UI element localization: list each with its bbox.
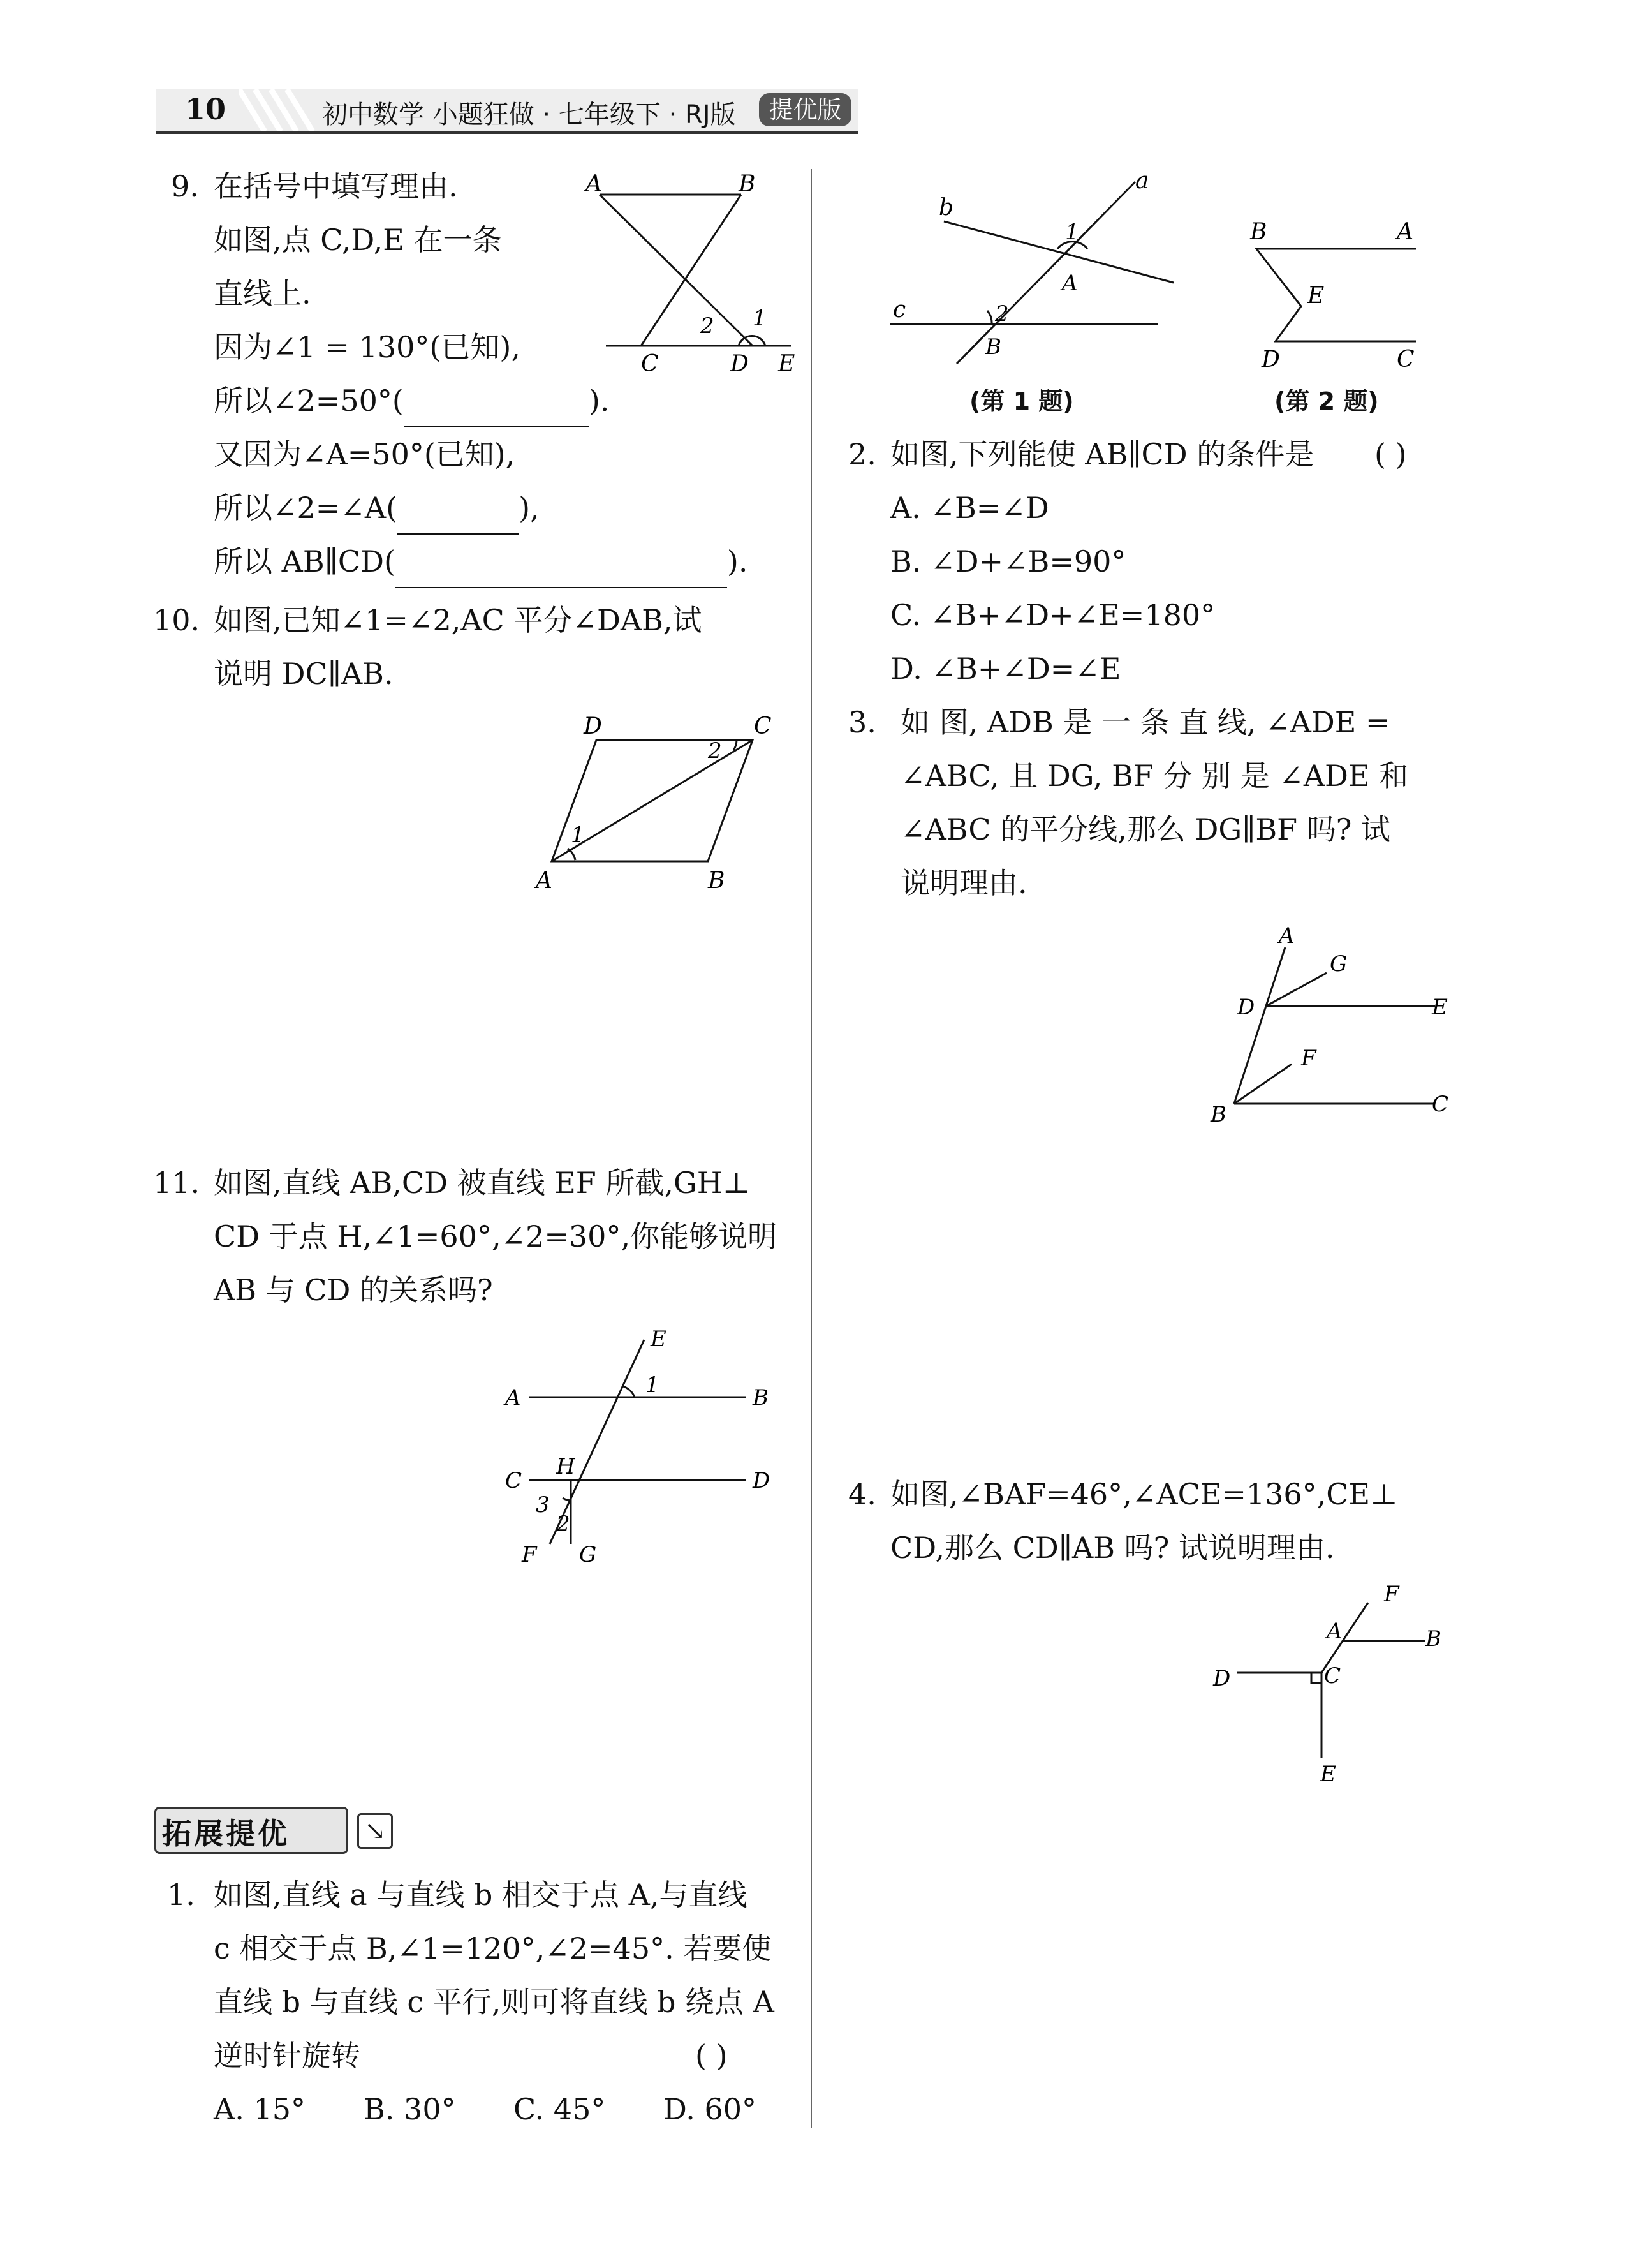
- q9-line-8: 所以 AB∥CD( ).: [214, 535, 748, 588]
- svg-text:C: C: [505, 1468, 522, 1493]
- svg-text:C: C: [641, 351, 659, 376]
- svg-text:B: B: [708, 868, 725, 894]
- svg-text:A: A: [1397, 219, 1413, 245]
- svg-text:B: B: [739, 171, 756, 197]
- svg-text:F: F: [522, 1542, 537, 1568]
- e1-option-d[interactable]: D. 60°: [663, 2092, 757, 2126]
- header-stripes: [239, 89, 322, 131]
- svg-text:2: 2: [995, 301, 1009, 327]
- svg-text:E: E: [1432, 995, 1448, 1020]
- arrow-icon: ↘: [357, 1813, 393, 1849]
- e4-figure: [1199, 1576, 1467, 1793]
- column-divider: [811, 169, 812, 2128]
- svg-text:3: 3: [536, 1492, 550, 1518]
- svg-text:C: C: [1432, 1092, 1449, 1117]
- q9-blank-3[interactable]: [395, 555, 727, 588]
- svg-text:A: A: [1062, 271, 1078, 296]
- q11-number: 11.: [153, 1166, 200, 1200]
- svg-text:D: D: [753, 1468, 770, 1493]
- e1-line-3: 直线 b 与直线 c 平行,则可将直线 b 绕点 A: [214, 1985, 774, 2019]
- e1-line-2: c 相交于点 B,∠1=120°,∠2=45°. 若要使: [214, 1931, 772, 1966]
- svg-text:A: A: [1279, 923, 1295, 949]
- svg-text:b: b: [939, 195, 954, 221]
- section-label: 拓展提优: [162, 1816, 290, 1851]
- q10-line-1: 如图,已知∠1=∠2,AC 平分∠DAB,试: [214, 603, 702, 637]
- q9-number: 9.: [171, 169, 199, 204]
- svg-text:D: D: [730, 351, 749, 376]
- e2-option-c[interactable]: C. ∠B+∠D+∠E=180°: [890, 598, 1216, 632]
- fig1-figure: [880, 163, 1186, 380]
- e4-line-1: 如图,∠BAF=46°,∠ACE=136°,CE⊥: [890, 1477, 1398, 1511]
- fig2-figure: [1231, 211, 1461, 383]
- q9-line-4: 因为∠1 = 130°(已知),: [214, 330, 520, 364]
- e1-option-b[interactable]: B. 30°: [364, 2092, 456, 2126]
- e3-line-3: ∠ABC 的平分线,那么 DG∥BF 吗? 试: [901, 812, 1390, 847]
- svg-text:F: F: [1384, 1582, 1399, 1607]
- svg-text:A: A: [1327, 1619, 1343, 1644]
- q9-line-7: 所以∠2=∠A( ),: [214, 481, 540, 535]
- e3-line-1: 如 图, ADB 是 一 条 直 线, ∠ADE =: [901, 705, 1390, 739]
- edition-badge: 提优版: [759, 93, 851, 126]
- q9-line-2: 如图,点 C,D,E 在一条: [214, 223, 502, 257]
- svg-text:B: B: [985, 334, 1001, 360]
- page-number: 10: [185, 92, 226, 126]
- q11-line-1: 如图,直线 AB,CD 被直线 EF 所截,GH⊥: [214, 1166, 751, 1200]
- svg-text:C: C: [754, 713, 772, 739]
- q10-line-2: 说明 DC∥AB.: [214, 656, 394, 691]
- q9-figure: [574, 166, 804, 376]
- svg-text:D: D: [584, 713, 602, 739]
- e3-figure: [1199, 919, 1467, 1136]
- e2-answer-paren[interactable]: ( ): [1374, 437, 1407, 471]
- e2-option-b[interactable]: B. ∠D+∠B=90°: [890, 544, 1126, 579]
- svg-text:E: E: [778, 351, 795, 376]
- svg-text:2: 2: [700, 313, 714, 339]
- e2-stem: 如图,下列能使 AB∥CD 的条件是: [890, 437, 1314, 471]
- svg-text:B: B: [1250, 219, 1267, 245]
- e4-number: 4.: [848, 1477, 876, 1511]
- q9-line-5: 所以∠2=50°( ).: [214, 374, 609, 427]
- svg-text:G: G: [579, 1542, 597, 1568]
- svg-text:A: A: [585, 171, 602, 197]
- svg-text:C: C: [1324, 1663, 1341, 1689]
- q9-line-3: 直线上.: [214, 276, 311, 311]
- e2-option-a[interactable]: A. ∠B=∠D: [890, 491, 1049, 525]
- svg-text:2: 2: [708, 738, 722, 764]
- svg-text:H: H: [556, 1454, 575, 1479]
- svg-text:E: E: [1307, 283, 1325, 309]
- e1-option-a[interactable]: A. 15°: [214, 2092, 306, 2126]
- header-rule: [156, 131, 858, 134]
- svg-text:2: 2: [556, 1511, 570, 1537]
- fig1-caption: (第 1 题): [969, 387, 1074, 415]
- svg-text:c: c: [893, 297, 906, 323]
- svg-text:B: B: [1211, 1102, 1226, 1127]
- e1-number: 1.: [167, 1878, 195, 1912]
- e3-number: 3.: [848, 705, 876, 739]
- e3-line-4: 说明理由.: [901, 866, 1027, 900]
- svg-text:a: a: [1135, 168, 1149, 194]
- e3-line-2: ∠ABC, 且 DG, BF 分 别 是 ∠ADE 和: [901, 759, 1409, 793]
- svg-text:D: D: [1213, 1666, 1231, 1691]
- e4-line-2: CD,那么 CD∥AB 吗? 试说明理由.: [890, 1531, 1335, 1565]
- q9-blank-2[interactable]: [397, 501, 519, 535]
- svg-text:1: 1: [1065, 219, 1079, 245]
- e1-line-1: 如图,直线 a 与直线 b 相交于点 A,与直线: [214, 1878, 747, 1912]
- svg-text:G: G: [1330, 951, 1348, 977]
- svg-text:1: 1: [571, 822, 585, 848]
- svg-text:1: 1: [753, 306, 767, 331]
- q9-blank-1[interactable]: [404, 394, 589, 427]
- svg-text:D: D: [1262, 346, 1280, 373]
- svg-text:F: F: [1301, 1046, 1316, 1071]
- svg-text:E: E: [651, 1326, 666, 1352]
- q10-number: 10.: [153, 603, 200, 637]
- section-header: [154, 1807, 384, 1853]
- q11-line-2: CD 于点 H,∠1=60°,∠2=30°,你能够说明: [214, 1219, 777, 1254]
- e2-number: 2.: [848, 437, 876, 471]
- e1-option-c[interactable]: C. 45°: [513, 2092, 606, 2126]
- svg-text:B: B: [753, 1385, 769, 1411]
- q9-line-6: 又因为∠A=50°(已知),: [214, 437, 515, 471]
- e2-option-d[interactable]: D. ∠B+∠D=∠E: [890, 651, 1121, 686]
- q11-line-3: AB 与 CD 的关系吗?: [214, 1273, 493, 1307]
- q10-figure: [523, 708, 791, 900]
- svg-text:A: A: [536, 868, 552, 894]
- svg-text:B: B: [1425, 1626, 1441, 1652]
- q9-line-1: 在括号中填写理由.: [214, 169, 458, 204]
- svg-text:C: C: [1397, 346, 1415, 373]
- svg-text:E: E: [1320, 1761, 1336, 1787]
- q11-figure: [497, 1321, 791, 1582]
- svg-text:D: D: [1237, 995, 1255, 1020]
- e1-answer-paren[interactable]: ( ): [695, 2038, 728, 2073]
- fig2-caption: (第 2 题): [1274, 387, 1379, 415]
- page-header: [156, 89, 858, 135]
- book-title: 初中数学 小题狂做 · 七年级下 · RJ版: [322, 100, 736, 130]
- e1-line-4: 逆时针旋转: [214, 2038, 360, 2073]
- svg-text:1: 1: [645, 1372, 659, 1398]
- svg-text:A: A: [505, 1385, 521, 1411]
